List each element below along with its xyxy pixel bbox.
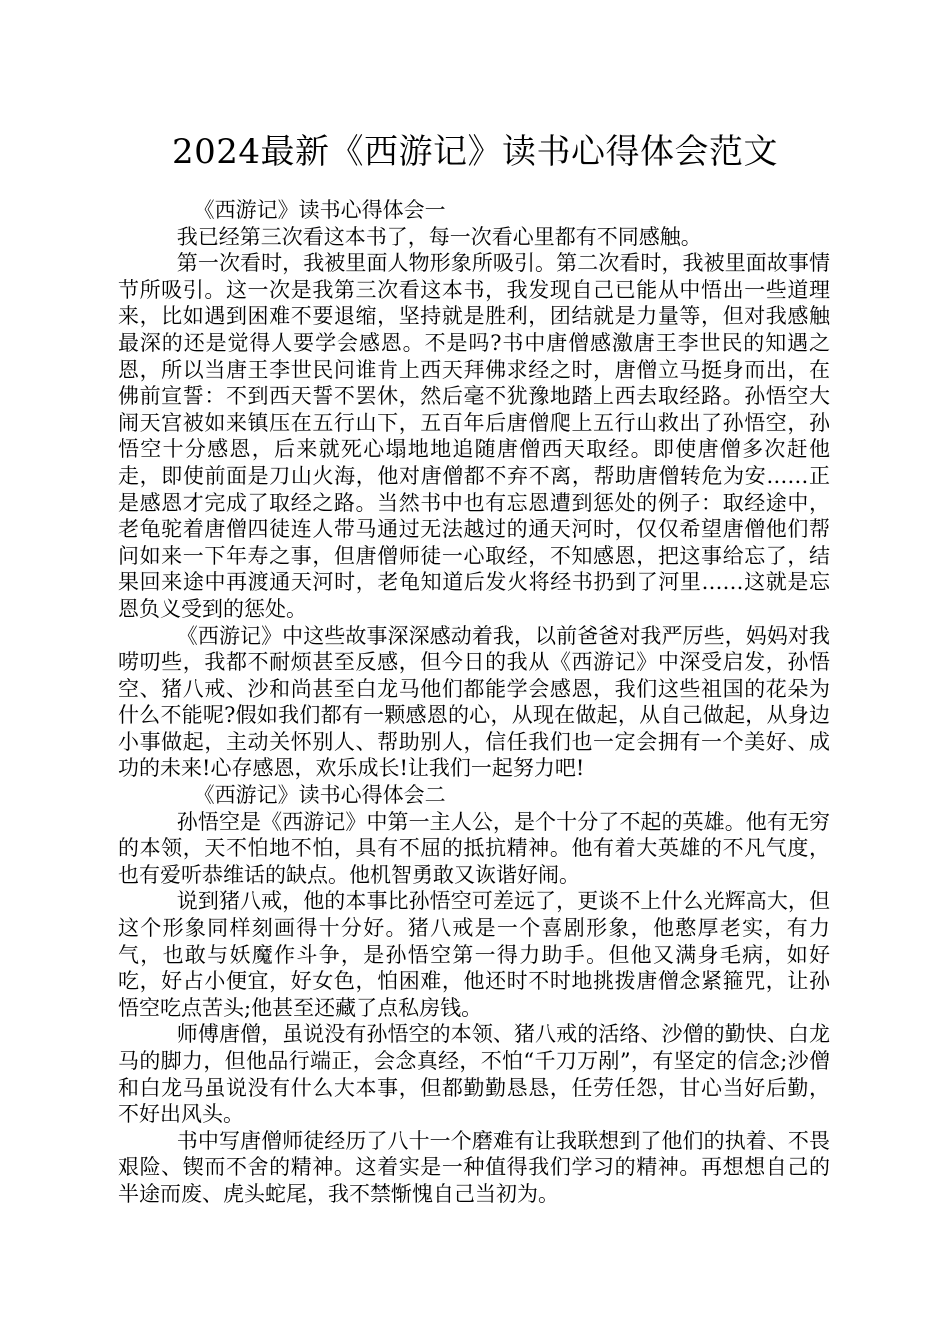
paragraph: 《西游记》中这些故事深深感动着我，以前爸爸对我严厉些，妈妈对我唠叨些，我都不耐烦甚至反感，但今日的我从《西游记》中深受启发，孙悟空、猪八戒、沙和尚甚至白龙马他们都能学会感恩，我们这些祖国的花朵为什么不能呢?假如我们都有一颗感恩的心，从现在做起，从自己做起，从身边小事做起，主动关怀别人、帮助别人，信任我们也一定会拥有一个美好、成功的未来!心存感恩，欢乐成长!让我们一起努力吧! (118, 623, 830, 781)
paragraph: 第一次看时，我被里面人物形象所吸引。第二次看时，我被里面故事情节所吸引。这一次是我第三次看这本书，我发现自己已能从中悟出一些道理来，比如遇到困难不要退缩，坚持就是胜利，团结就是力量等，但对我感触最深的还是觉得人要学会感恩。不是吗?书中唐僧感激唐王李世民的知遇之恩，所以当唐王李世民问谁肯上西天拜佛求经之时，唐僧立马挺身而出，在佛前宣誓：不到西天誓不罢休，然后毫不犹豫地踏上西去取经路。孙悟空大闹天宫被如来镇压在五行山下，五百年后唐僧爬上五行山救出了孙悟空，孙悟空十分感恩，后来就死心塌地地追随唐僧西天取经。即使唐僧多次赶他走，即使前面是刀山火海，他对唐僧都不弃不离，帮助唐僧转危为安……正是感恩才完成了取经之路。当然书中也有忘恩遭到惩处的例子：取经途中，老龟驼着唐僧四徒连人带马通过无法越过的通天河时，仅仅希望唐僧他们帮问如来一下年寿之事，但唐僧师徒一心取经，不知感恩，把这事给忘了，结果回来途中再渡通天河时，老龟知道后发火将经书扔到了河里……这就是忘恩负义受到的惩处。 (118, 251, 830, 621)
paragraph: 孙悟空是《西游记》中第一主人公，是个十分了不起的英雄。他有无穷的本领，天不怕地不怕，具有不屈的抵抗精神。他有着大英雄的不凡气度，也有爱听恭维话的缺点。他机智勇敢又诙谐好闹。 (118, 809, 830, 887)
paragraph: 说到猪八戒，他的本事比孙悟空可差远了，更谈不上什么光辉高大，但这个形象同样刻画得十分好。猪八戒是一个喜剧形象，他憨厚老实，有力气，也敢与妖魔作斗争，是孙悟空第一得力助手。但他又满身毛病，如好吃，好占小便宜，好女色，怕困难，他还时不时地挑拨唐僧念紧箍咒，让孙悟空吃点苦头;他甚至还藏了点私房钱。 (118, 889, 830, 1020)
document-title: 2024最新《西游记》读书心得体会范文 (171, 132, 779, 172)
section-heading-2: 《西游记》读书心得体会二 (193, 783, 446, 808)
paragraph: 书中写唐僧师徒经历了八十一个磨难有让我联想到了他们的执着、不畏艰险、锲而不舍的精神。这着实是一种值得我们学习的精神。再想想自己的半途而废、虎头蛇尾，我不禁惭愧自己当初为。 (118, 1128, 830, 1206)
section-heading-1: 《西游记》读书心得体会一 (193, 198, 446, 222)
paragraph: 师傅唐僧，虽说没有孙悟空的本领、猪八戒的活络、沙僧的勤快、白龙马的脚力，但他品行端正，会念真经，不怕“千刀万剐”，有坚定的信念;沙僧和白龙马虽说没有什么大本事，但都勤勤恳恳，任劳任怨，甘心当好后勤，不好出风头。 (118, 1022, 830, 1127)
document-body (118, 197, 830, 1208)
paragraph: 我已经第三次看这本书了，每一次看心里都有不同感触。 (176, 224, 702, 249)
